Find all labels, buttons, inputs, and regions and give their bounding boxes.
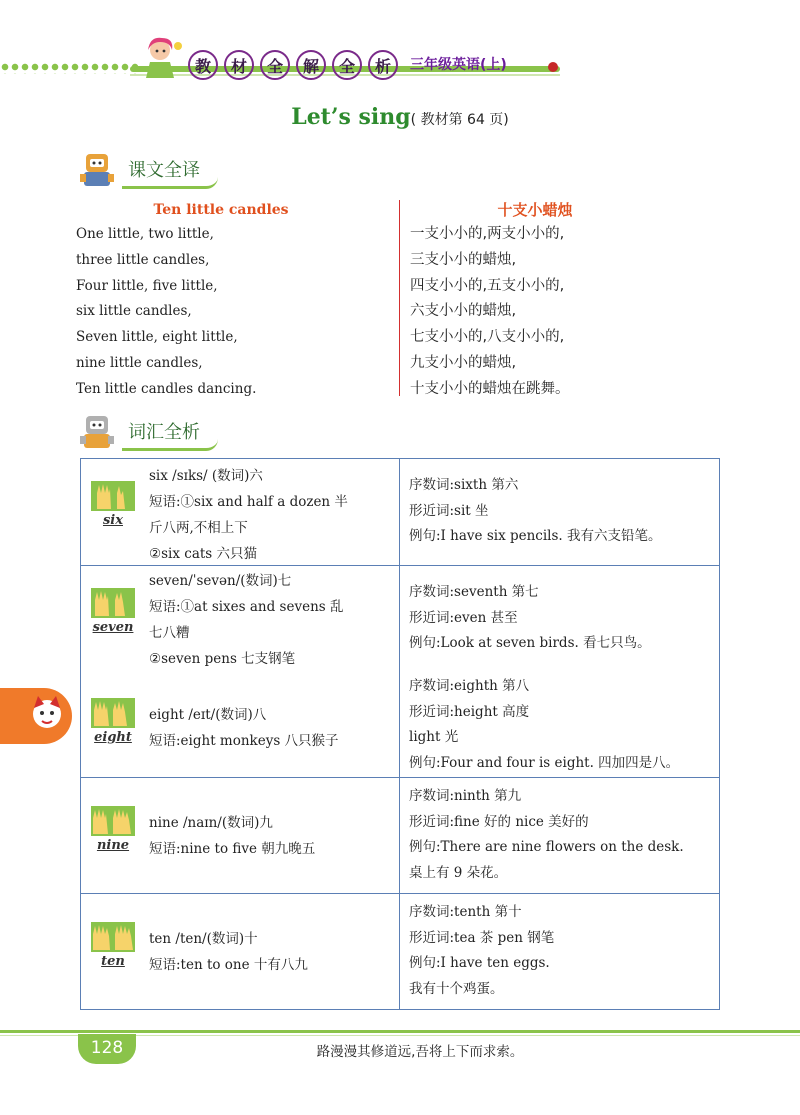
vocab-line: 短语:eight monkeys 八只猴子 <box>149 733 339 749</box>
title-char: 全 <box>260 50 290 80</box>
vocab-table <box>80 458 720 1010</box>
footer-line <box>0 1030 800 1033</box>
vocab-line: 例句:Four and four is eight. 四加四是八。 <box>409 754 680 771</box>
vocab-nine-extra <box>409 784 684 886</box>
hand-counting-icon <box>91 806 135 836</box>
vocab-line: light 光 <box>409 729 459 745</box>
vocab-line: 形近词:fine 好的 nice 美好的 <box>409 813 589 830</box>
song-line-en: nine little candles, <box>76 354 203 371</box>
hand-seven <box>91 588 135 635</box>
hand-nine <box>91 806 135 853</box>
song-line-en: Four little, five little, <box>76 277 218 294</box>
vocab-row-six <box>81 459 719 565</box>
song-title-en: Ten little candles <box>153 202 289 218</box>
vocab-ten-extra <box>409 900 554 1002</box>
vocab-line: 例句:Look at seven birds. 看七只鸟。 <box>409 635 651 651</box>
robot-mascot-icon <box>78 412 118 452</box>
vocab-line: 序数词:eighth 第八 <box>409 678 530 694</box>
vocab-nine-detail <box>149 810 315 862</box>
vocab-line: 形近词:sit 坐 <box>409 502 489 519</box>
vocab-line: ten /ten/(数词)十 <box>149 931 258 947</box>
girl-mascot-icon <box>140 36 186 80</box>
vocab-eight-extra <box>409 674 679 776</box>
vocab-line: 桌上有 9 朵花。 <box>409 864 508 881</box>
hand-counting-icon <box>91 481 135 511</box>
hand-counting-icon <box>91 588 135 618</box>
vocab-seven-detail <box>149 568 344 672</box>
title-char: 析 <box>368 50 398 80</box>
song-line-cn: 九支小小的蜡烛, <box>410 354 517 371</box>
song-line-cn: 一支小小的,两支小小的, <box>410 226 565 242</box>
page-number: 128 <box>78 1034 136 1064</box>
vocab-line: 斤八两,不相上下 <box>149 520 248 536</box>
book-series-title <box>188 50 398 80</box>
vocab-line: 例句:I have six pencils. 我有六支铅笔。 <box>409 528 662 544</box>
vocab-line: eight /eɪt/(数词)八 <box>149 707 267 723</box>
side-chapter-tab <box>0 688 72 744</box>
vocab-line: 序数词:sixth 第六 <box>409 477 519 493</box>
vocab-line: 形近词:tea 茶 pen 钢笔 <box>409 929 555 946</box>
vocab-line: 形近词:height 高度 <box>409 703 530 720</box>
section-vocab-label: 词汇全析 <box>122 414 218 451</box>
song-line-cn: 三支小小的蜡烛, <box>410 251 517 268</box>
song-line-cn: 四支小小的,五支小小的, <box>410 277 565 294</box>
song-line-cn: 十支小小的蜡烛在跳舞。 <box>410 380 570 397</box>
vocab-line: seven/ˈsevən/(数词)七 <box>149 573 292 589</box>
header-dot-pattern <box>0 62 140 74</box>
hand-six <box>91 481 135 528</box>
lesson-title <box>0 104 800 130</box>
grade-label: 三年级英语(上) <box>410 57 507 73</box>
vocab-line: 形近词:even 甚至 <box>409 609 518 626</box>
vocab-row-nine <box>81 777 719 894</box>
vocab-line: 短语:nine to five 朝九晚五 <box>149 841 316 857</box>
song-english <box>76 198 386 403</box>
title-char: 教 <box>188 50 218 80</box>
vocab-line: 序数词:tenth 第十 <box>409 904 522 920</box>
translation-divider <box>399 200 400 396</box>
vocab-line: 序数词:seventh 第七 <box>409 584 539 600</box>
title-char: 材 <box>224 50 254 80</box>
vocab-line: nine /naɪn/(数词)九 <box>149 815 273 831</box>
vocab-row-ten <box>81 893 719 1010</box>
song-line-cn: 六支小小的蜡烛, <box>410 303 517 320</box>
robot-mascot-icon <box>78 150 118 190</box>
song-chinese <box>410 198 740 403</box>
lesson-title-ref: ( 教材第 64 页) <box>410 112 509 128</box>
song-line-en: six little candles, <box>76 303 192 320</box>
vocab-line: 我有十个鸡蛋。 <box>409 980 504 997</box>
vocab-word-seven: seven <box>92 620 134 635</box>
header-bar-end-dot <box>548 62 558 72</box>
cartoon-face-icon <box>30 694 64 734</box>
hand-eight <box>91 698 135 745</box>
section-translation-header <box>78 150 218 190</box>
vocab-line: six /sɪks/ (数词)六 <box>149 468 263 484</box>
vocab-line: 七八糟 <box>149 625 190 641</box>
vocab-line: 序数词:ninth 第九 <box>409 788 522 804</box>
section-translation-label: 课文全译 <box>122 152 218 189</box>
vocab-six-extra <box>409 473 662 550</box>
hand-ten <box>91 922 135 969</box>
hand-counting-icon <box>91 698 135 728</box>
song-title-cn: 十支小蜡烛 <box>497 201 573 219</box>
song-line-cn: 七支小小的,八支小小的, <box>410 329 565 346</box>
song-line-en: Ten little candles dancing. <box>76 380 257 397</box>
title-char: 全 <box>332 50 362 80</box>
hand-counting-icon <box>91 922 135 952</box>
vocab-line: 短语:①six and half a dozen 半 <box>149 494 348 510</box>
vocab-seven-extra <box>409 580 651 657</box>
vocab-eight-detail <box>149 702 339 754</box>
vocab-six-detail <box>149 463 348 567</box>
lesson-title-en: Let’s sing <box>291 104 411 130</box>
vocab-word-nine: nine <box>96 838 130 853</box>
vocab-line: ②six cats 六只猫 <box>149 546 258 562</box>
title-char: 解 <box>296 50 326 80</box>
vocab-row-seven-eight <box>81 565 719 778</box>
song-line-en: Seven little, eight little, <box>76 329 238 346</box>
song-line-en: three little candles, <box>76 251 210 268</box>
footer-motto: 路漫漫其修道远,吾将上下而求索。 <box>316 1044 524 1060</box>
vocab-word-ten: ten <box>101 954 125 969</box>
section-vocab-header <box>78 412 218 452</box>
vocab-line: ②seven pens 七支钢笔 <box>149 651 296 667</box>
song-line-en: One little, two little, <box>76 226 214 242</box>
vocab-line: 短语:①at sixes and sevens 乱 <box>149 599 344 615</box>
vocab-word-six: six <box>102 513 123 528</box>
vocab-ten-detail <box>149 926 308 978</box>
vocab-word-eight: eight <box>94 730 132 745</box>
vocab-line: 例句:I have ten eggs. <box>409 955 550 971</box>
vocab-line: 例句:There are nine flowers on the desk. <box>409 839 684 855</box>
vocab-line: 短语:ten to one 十有八九 <box>149 957 308 973</box>
